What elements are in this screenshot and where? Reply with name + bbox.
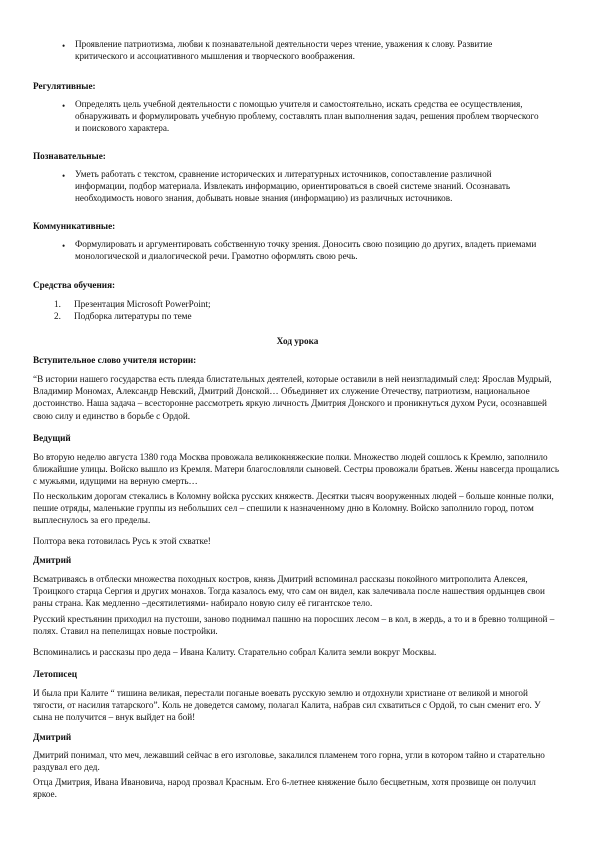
list-item: Подборка литературы по теме — [74, 311, 192, 321]
bullet-text: Проявление патриотизма, любви к познавательной деятельности через чтение, уважения к слову. Развитие критического и ассоциативного мышления и творческого воображения. — [75, 39, 493, 62]
paragraph: Полтора века готовилась Русь к этой схватке! — [33, 536, 211, 546]
paragraph: Всматриваясь в отблески множества походных костров, князь Дмитрий вспоминал рассказы покойного митрополита Алексея, Троицкого старца Сергия и других монахов. Тогда казалось ему, что сам он видел, как залечивала после нашествия ордынцев свои раны страна. Как медленно –десятилетиями- набирало новую силу её гигантское тело. — [33, 574, 545, 609]
intro-heading: Вступительное слово учителя истории: — [33, 355, 197, 365]
section-heading-cognitive: Познавательные: — [33, 151, 106, 161]
section-heading-means: Средства обучения: — [33, 280, 116, 290]
lesson-title: Ход урока — [276, 336, 319, 346]
bullet-text: Определять цель учебной деятельности с помощью учителя и самостоятельно, искать средства ее осуществления, обнаруживать и формулировать учебную проблему, составлять план выполнения задач, решения проблем творческого и поискового характера. — [75, 99, 539, 134]
section-heading-regulative: Регулятивные: — [33, 81, 96, 91]
bullet-text: Уметь работать с текстом, сравнение исторических и литературных источников, сопоставление различной информации, подбор материала. Извлекать информацию, ориентироваться в своей системе знаний. Осознавать необходимость нового знания, добывать новые знания (информацию) из различных источников. — [75, 169, 511, 204]
bullet-text: Формулировать и аргументировать собственную точку зрения. Доносить свою позицию до других, владеть приемами монологической и диалогической речи. Грамотно оформлять свою речь. — [75, 239, 537, 262]
paragraph: Отца Дмитрия, Ивана Ивановича, народ прозвал Красным. Его 6-летнее княжение было бесцветным, хотя прозвище он получил яркое. — [33, 777, 536, 800]
list-item: Презентация Microsoft PowerPoint; — [74, 299, 211, 309]
paragraph: И была при Калите “ тишина великая, перестали поганые воевать русскую землю и отдохнули христиане от великой и многой тягости, от насилия татарского”. Коль не доведется самому, полагал Калита, набрав сил схватиться с Ордой, то сын сменит его. У сына не получится – внук выйдет на бой! — [33, 688, 541, 723]
bullet-icon: • — [62, 41, 66, 51]
paragraph: Русский крестьянин приходил на пустоши, заново поднимал пашню на поросших лесом – в кол, в жердь, а то и в бревно толщиной – полях. Ставил на пепелищах новые постройки. — [33, 614, 555, 637]
speaker-heading-dmitry-2: Дмитрий — [33, 732, 72, 742]
list-number: 2. — [54, 311, 61, 321]
list-number: 1. — [54, 299, 61, 309]
bullet-icon: • — [62, 241, 66, 251]
paragraph: Во вторую неделю августа 1380 года Москва провожала великокняжеские полки. Множество людей сошлось к Кремлю, заполнило ближайшие улицы. Войско вышло из Кремля. Матери благословляли сыновей. Сестры провожали братьев. Жены навсегда прощались с мужьями, идущими на верную смерть… — [33, 452, 560, 487]
speaker-heading-dmitry: Дмитрий — [33, 555, 72, 565]
section-heading-communicative: Коммуникативные: — [33, 221, 116, 231]
bullet-icon: • — [62, 171, 66, 181]
bullet-icon: • — [62, 101, 66, 111]
paragraph: По нескольким дорогам стекались в Коломну войска русских княжеств. Десятки тысяч вооруженных людей – больше конные полки, пешие отряды, маленькие группы из небольших сел – спешили к назначенному дню в Коломну. Войско заполнило город, потом выплеснулось за его пределы. — [33, 491, 554, 526]
paragraph: Вспоминались и рассказы про деда – Ивана Калиту. Старательно собрал Калита земли вокруг Москвы. — [33, 647, 437, 657]
speaker-heading-chronicler: Летописец — [33, 669, 77, 679]
paragraph: Дмитрий понимал, что меч, лежавший сейчас в его изголовье, закалился пламенем того горна, угли в котором тайно и старательно раздувал его дед. — [33, 750, 545, 773]
speaker-heading-leader: Ведущий — [33, 433, 71, 443]
intro-paragraph: “В истории нашего государства есть плеяда блистательных деятелей, которые оставили в ней неизгладимый след: Ярослав Мудрый, Владимир Мономах, Александр Невский, Дмитрий Донской… Объединяет их служение Отечеству, патриотизм, национальное достоинство. Наша задача – всесторонне рассмотреть яркую личность Дмитрия Донского и проникнуться духом Руси, осознавшей свою силу и единство в борьбе с Ордой. — [33, 374, 552, 421]
